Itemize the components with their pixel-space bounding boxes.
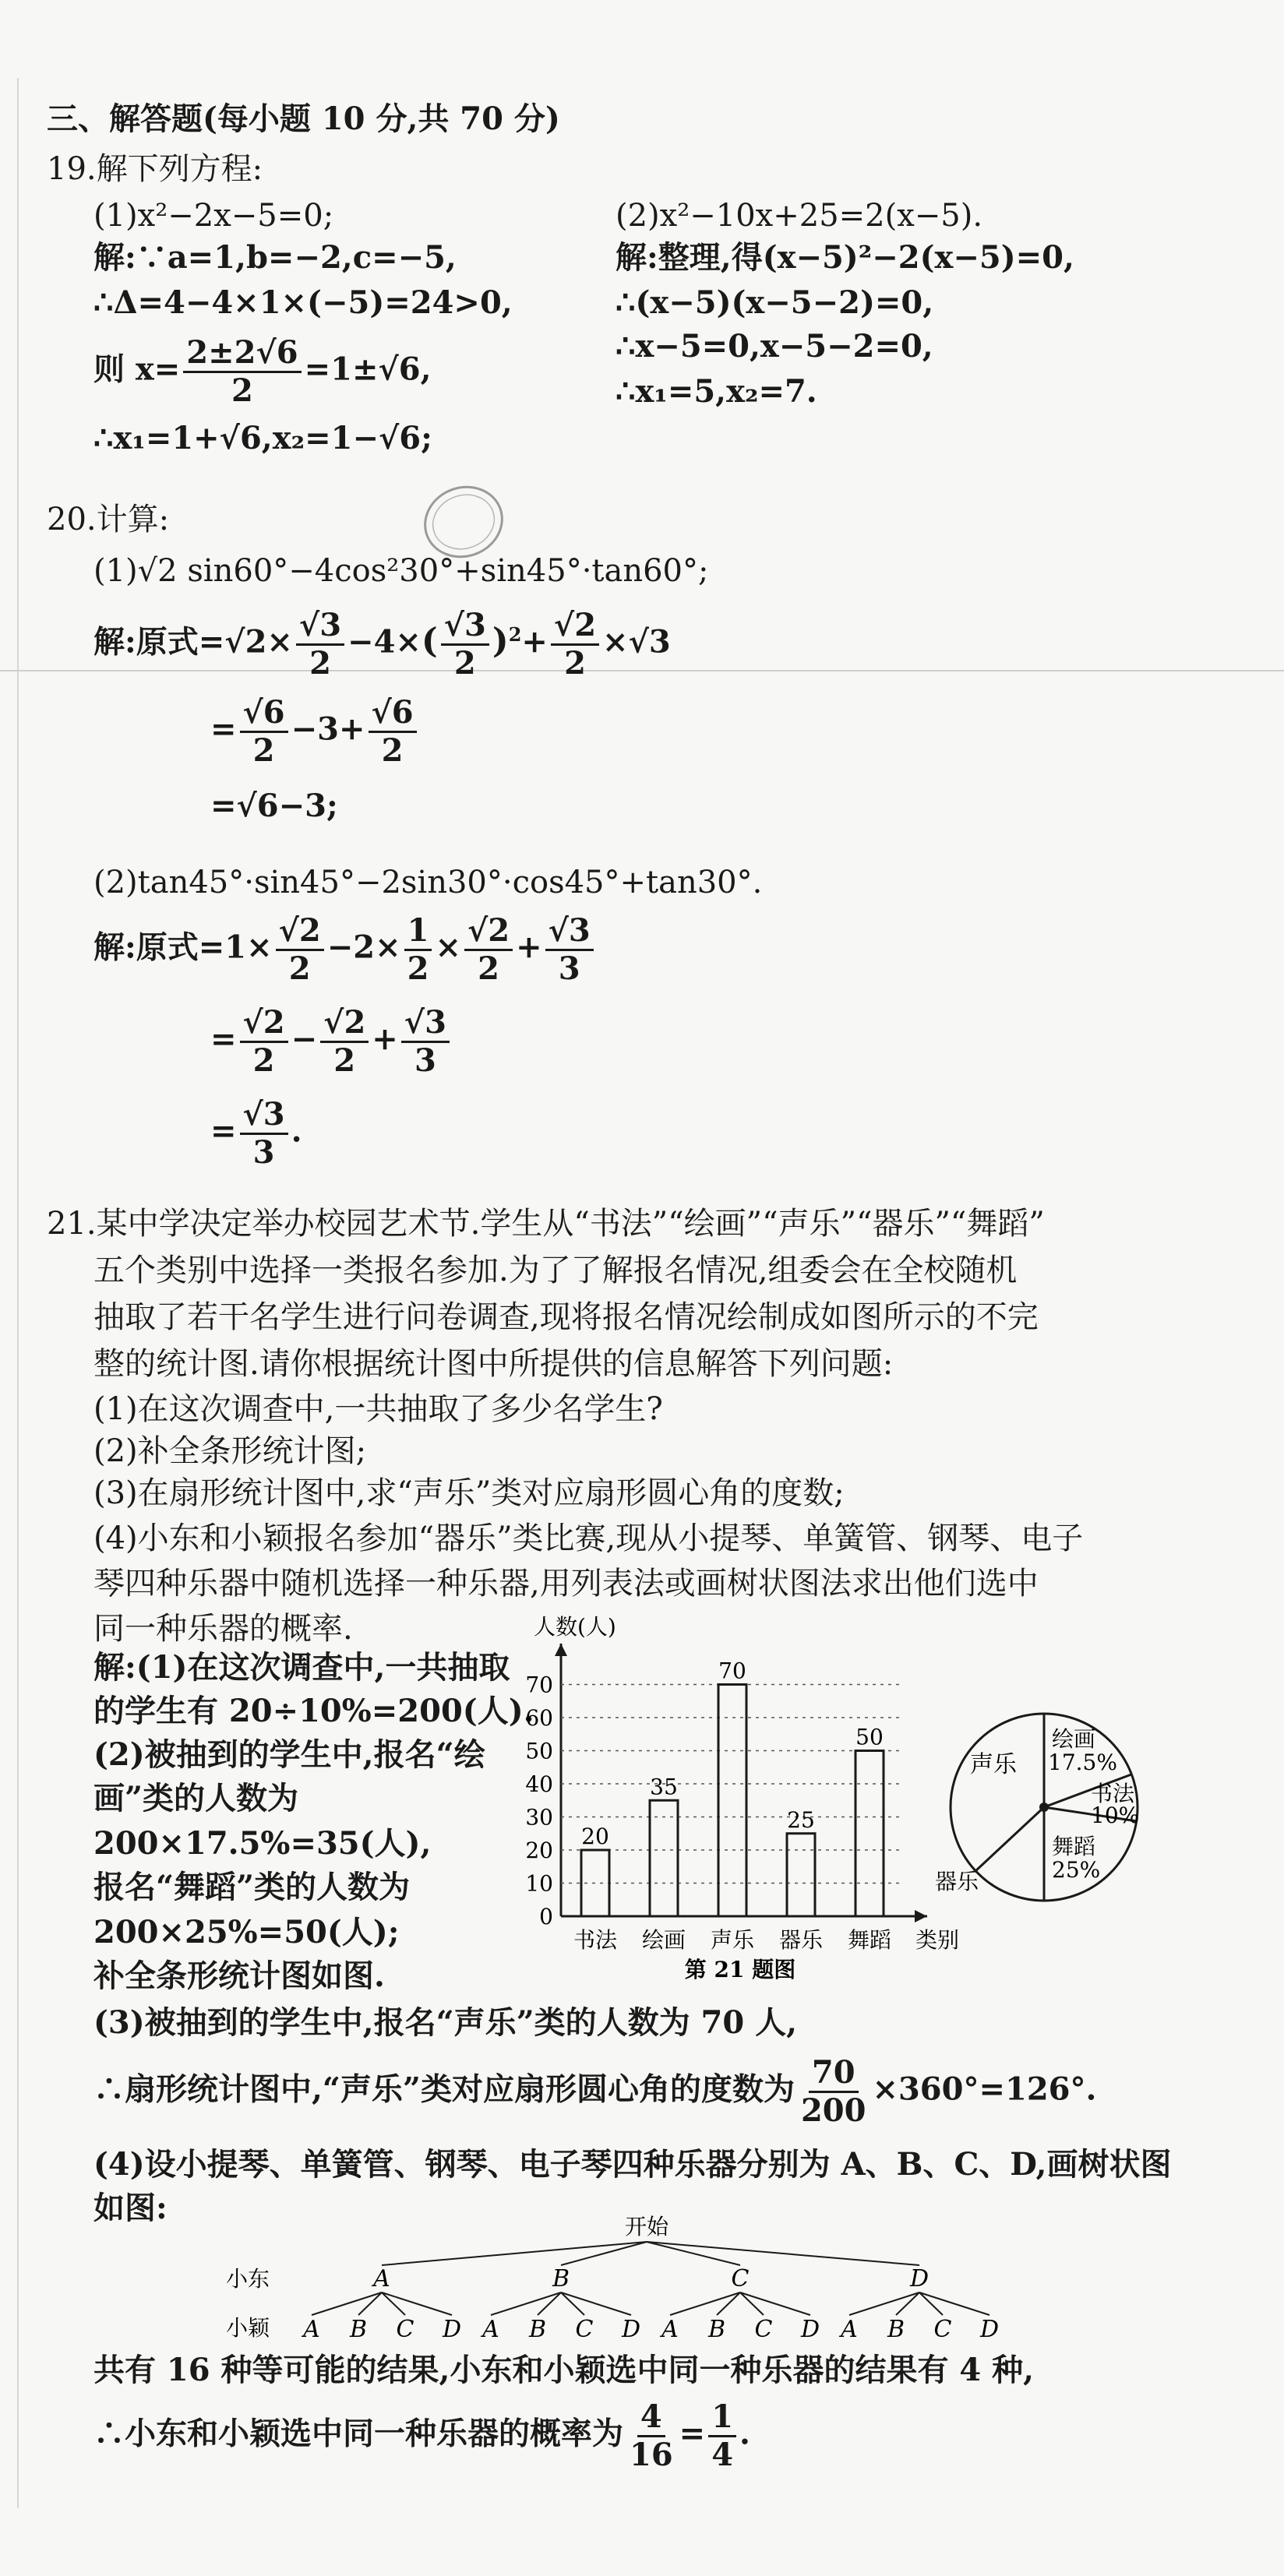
tree-node-l2: C [754,2316,773,2343]
tree-diagram [226,2212,1044,2352]
numerator: √3 [441,608,489,646]
exponent: 2 [508,623,522,647]
numerator: 1 [708,2399,736,2437]
text: = [210,1020,237,1058]
q20-s1-line3: =√6−3; [210,788,338,824]
q21-answer2c: 200×17.5%=35(人), [93,1825,432,1862]
text: + [372,1020,398,1058]
denominator: 4 [711,2437,734,2473]
text: =1±√6, [304,351,432,388]
fraction [276,913,324,987]
x-tick-label: 绘画 [641,1927,686,1953]
tree-node-l2: A [841,2316,858,2343]
x-axis-label: 类别 [915,1927,960,1953]
numerator: 2±2√6 [183,335,301,373]
text: = [679,2415,706,2452]
tree-branch [382,2292,452,2315]
y-tick-label: 40 [525,1771,553,1797]
tree-root: 开始 [624,2214,669,2239]
denominator: 2 [252,732,275,769]
bar-value-label: 70 [718,1658,746,1684]
bar-value-label: 50 [855,1724,884,1750]
denominator: 2 [478,950,499,987]
x-tick-label: 器乐 [778,1927,824,1953]
denominator: 2 [231,372,253,409]
text: ×√3 [602,623,671,661]
text: − [291,1020,318,1058]
numerator: √2 [320,1005,369,1043]
text: 则 x= [93,351,181,388]
q19-part1: (1)x²−2x−5=0; [93,198,334,234]
text: 解:原式=√2× [93,623,293,661]
numerator: 4 [637,2399,665,2437]
tree-branch [561,2292,631,2315]
text: + [516,929,542,966]
fraction [798,2055,870,2129]
numerator: √3 [296,608,344,646]
tree-node-l2: C [396,2316,414,2343]
pie-pct-huihua: 17.5% [1048,1750,1117,1775]
q21-answer4d [93,2399,750,2473]
tree-branch [312,2292,382,2315]
tree-level1-label: 小东 [226,2266,270,2292]
numerator: √3 [401,1005,450,1043]
paren-right: ) [492,621,509,661]
denominator: 2 [407,950,429,987]
tree-node-l2: C [933,2316,952,2343]
text: ×360°=126°. [872,2070,1097,2108]
denominator: 3 [414,1042,436,1079]
numerator: √6 [240,695,288,733]
q19-s2-line4: ∴x₁=5,x₂=7. [616,373,817,410]
bar-value-label: 25 [787,1806,815,1833]
text: −2× [326,929,401,966]
tree-node-l1: B [552,2265,570,2292]
q21-question4b: 琴四种乐器中随机选择一种乐器,用列表法或画树状图法求出他们选中 [93,1566,1039,1602]
tree-node-l1: A [373,2265,390,2292]
numerator: 70 [809,2055,859,2093]
q19-s2-line1: 解:整理,得(x−5)²−2(x−5)=0, [616,239,1074,276]
q20-s1-line2 [210,695,420,769]
fraction [183,335,301,409]
paren-left: ( [421,621,438,661]
denominator: 2 [381,732,404,769]
fraction [320,1005,369,1079]
bar [855,1751,884,1917]
y-tick-label: 10 [525,1870,553,1897]
bar [718,1685,746,1917]
denominator: 16 [630,2437,673,2473]
denominator: 2 [252,1042,275,1079]
text: = [210,1112,237,1150]
numerator: √2 [240,1005,288,1043]
q19-part2: (2)x²−10x+25=2(x−5). [616,198,983,234]
pie-label-huihua: 绘画 [1052,1726,1096,1752]
q20-part1: (1)√2 sin60°−4cos²30°+sin45°·tan60°; [93,553,709,589]
bar-chart [514,1612,960,1982]
pie-divider [975,1807,1044,1871]
denominator: 3 [558,950,580,987]
pie-center [1039,1802,1049,1812]
denominator: 2 [309,645,331,682]
page-margin-line [17,78,19,2508]
q21-answer2e: 200×25%=50(人); [93,1914,400,1951]
text: ∴扇形统计图中,“声乐”类对应扇形圆心角的度数为 [93,2070,795,2108]
numerator: √2 [276,913,324,951]
denominator: 3 [252,1134,275,1171]
q21-answer4a: (4)设小提琴、单簧管、钢琴、电子琴四种乐器分别为 A、B、C、D,画树状图 [93,2146,1172,2183]
q21-answer3a: (3)被抽到的学生中,报名“声乐”类的人数为 70 人, [93,2004,798,2041]
bar [787,1834,815,1916]
y-tick-label: 20 [525,1838,553,1863]
denominator: 2 [333,1042,356,1079]
tree-level2-label: 小颖 [226,2315,270,2341]
denominator: 200 [800,2092,866,2129]
fraction [369,695,417,769]
q21-answer2d: 报名“舞蹈”类的人数为 [93,1869,411,1905]
fraction [626,2399,676,2473]
pie-label-shengyue: 声乐 [970,1751,1017,1778]
pie-pct-shufa: 10% [1091,1802,1140,1828]
x-tick-label: 舞蹈 [847,1927,892,1953]
q21-answer4b: 如图: [93,2190,168,2226]
fraction [401,1005,450,1079]
tree-node-l2: A [303,2316,320,2343]
text: = [210,710,237,748]
q19-s1-line3 [93,335,432,409]
section-title: 三、解答题(每小题 10 分,共 70 分) [47,100,560,137]
x-tick-label: 声乐 [710,1927,755,1953]
tree-node-l1: C [731,2265,750,2292]
tree-node-l2: D [442,2316,462,2343]
q21-answer1a: 解:(1)在这次调查中,一共抽取 [93,1649,510,1686]
q21-line1: 21.某中学决定举办校园艺术节.学生从“书法”“绘画”“声乐”“器乐”“舞蹈” [47,1206,1045,1242]
denominator: 2 [564,645,586,682]
q19-s1-line4: ∴x₁=1+√6,x₂=1−√6; [93,420,432,456]
numerator: √3 [545,913,594,951]
q20-s1-line1 [93,608,671,682]
q20-s2-line3 [210,1097,302,1171]
y-tick-label: 0 [539,1904,553,1929]
q20-part2: (2)tan45°·sin45°−2sin30°·cos45°+tan30°. [93,865,763,900]
tree-node-l1: D [909,2265,929,2292]
numerator: √3 [240,1097,288,1135]
q21-answer2a: (2)被抽到的学生中,报名“绘 [93,1736,485,1773]
q21-question1: (1)在这次调查中,一共抽取了多少名学生? [93,1391,663,1427]
q19-s1-line2: ∴Δ=4−4×1×(−5)=24>0, [93,284,513,321]
y-axis-arrow [555,1644,567,1656]
tree-branch [647,2242,919,2265]
q20-s2-line1 [93,913,597,987]
fraction [240,1005,288,1079]
fraction [551,608,599,682]
q19-s1-line1: 解:∵a=1,b=−2,c=−5, [93,239,457,276]
fraction [708,2399,736,2473]
fraction [441,608,489,682]
q21-question4c: 同一种乐器的概率. [93,1611,353,1647]
pie-label-qiyue: 器乐 [935,1869,979,1894]
q21-answer2b: 画”类的人数为 [93,1780,299,1817]
q21-question3: (3)在扇形统计图中,求“声乐”类对应扇形圆心角的度数; [93,1475,845,1511]
tree-branch [670,2292,740,2315]
tree-node-l2: D [621,2316,641,2343]
pie-pct-wudao: 25% [1052,1857,1101,1883]
q21-answer2f: 补全条形统计图如图. [93,1958,385,1994]
text: −3+ [291,710,365,748]
bar [650,1800,678,1916]
q21-answer4c: 共有 16 种等可能的结果,小东和小颖选中同一种乐器的结果有 4 种, [93,2352,1035,2388]
fraction [464,913,513,987]
numerator: √2 [551,608,599,646]
x-axis-arrow [915,1910,927,1922]
tree-node-l2: A [661,2316,679,2343]
pie-chart [935,1683,1262,1901]
y-tick-label: 50 [525,1738,553,1764]
q21-line4: 整的统计图.请你根据统计图中所提供的信息解答下列问题: [93,1346,894,1382]
text: −4× [347,623,422,661]
tree-branch [382,2242,647,2265]
tree-node-l2: D [800,2316,820,2343]
text: ∴小东和小颖选中同一种乐器的概率为 [93,2415,623,2452]
fraction [240,1097,288,1171]
tree-branch [919,2292,989,2315]
fraction [404,913,432,987]
chart-caption: 第 21 题图 [684,1957,796,1982]
tree-node-l2: A [482,2316,499,2343]
tree-node-l2: B [528,2316,547,2343]
q20-title: 20.计算: [47,502,170,537]
text: . [291,1112,302,1150]
bar-value-label: 35 [650,1774,678,1800]
text: 解:原式=1× [93,929,273,966]
numerator: √6 [369,695,417,733]
y-axis-label: 人数(人) [534,1614,616,1640]
tree-node-l2: B [887,2316,905,2343]
numerator: 1 [404,913,432,951]
denominator: 2 [288,950,311,987]
fraction [545,913,594,987]
q21-question2: (2)补全条形统计图; [93,1433,367,1469]
x-tick-label: 书法 [573,1927,618,1953]
denominator: 2 [453,645,476,682]
tree-node-l2: D [979,2316,1000,2343]
q19-title: 19.解下列方程: [47,151,263,187]
q21-answer3b [93,2055,1096,2129]
y-tick-label: 70 [525,1672,553,1698]
q21-answer1b: 的学生有 20÷10%=200(人). [93,1693,534,1729]
text: . [739,2415,750,2452]
pie-label-wudao: 舞蹈 [1052,1834,1096,1859]
bar-value-label: 20 [581,1824,609,1849]
q19-s2-line2: ∴(x−5)(x−5−2)=0, [616,284,934,321]
q21-line3: 抽取了若干名学生进行问卷调查,现将报名情况绘制成如图所示的不完 [93,1299,1039,1335]
q21-line2: 五个类别中选择一类报名参加.为了了解报名情况,组委会在全校随机 [93,1253,1018,1288]
tree-node-l2: B [349,2316,368,2343]
pie-label-shufa: 书法 [1091,1781,1135,1806]
tree-branch [849,2292,919,2315]
numerator: √2 [464,913,513,951]
fraction [240,695,288,769]
y-tick-label: 60 [525,1705,553,1731]
tree-branch [740,2292,810,2315]
tree-node-l2: C [575,2316,594,2343]
tree-node-l2: B [707,2316,726,2343]
y-tick-label: 30 [525,1804,553,1831]
text: × [435,929,461,966]
fraction [296,608,344,682]
q19-s2-line3: ∴x−5=0,x−5−2=0, [616,328,933,365]
tree-branch [491,2292,561,2315]
q20-s2-line2 [210,1005,453,1079]
text: + [521,623,548,661]
q21-question4a: (4)小东和小颖报名参加“器乐”类比赛,现从小提琴、单簧管、钢琴、电子 [93,1521,1084,1556]
